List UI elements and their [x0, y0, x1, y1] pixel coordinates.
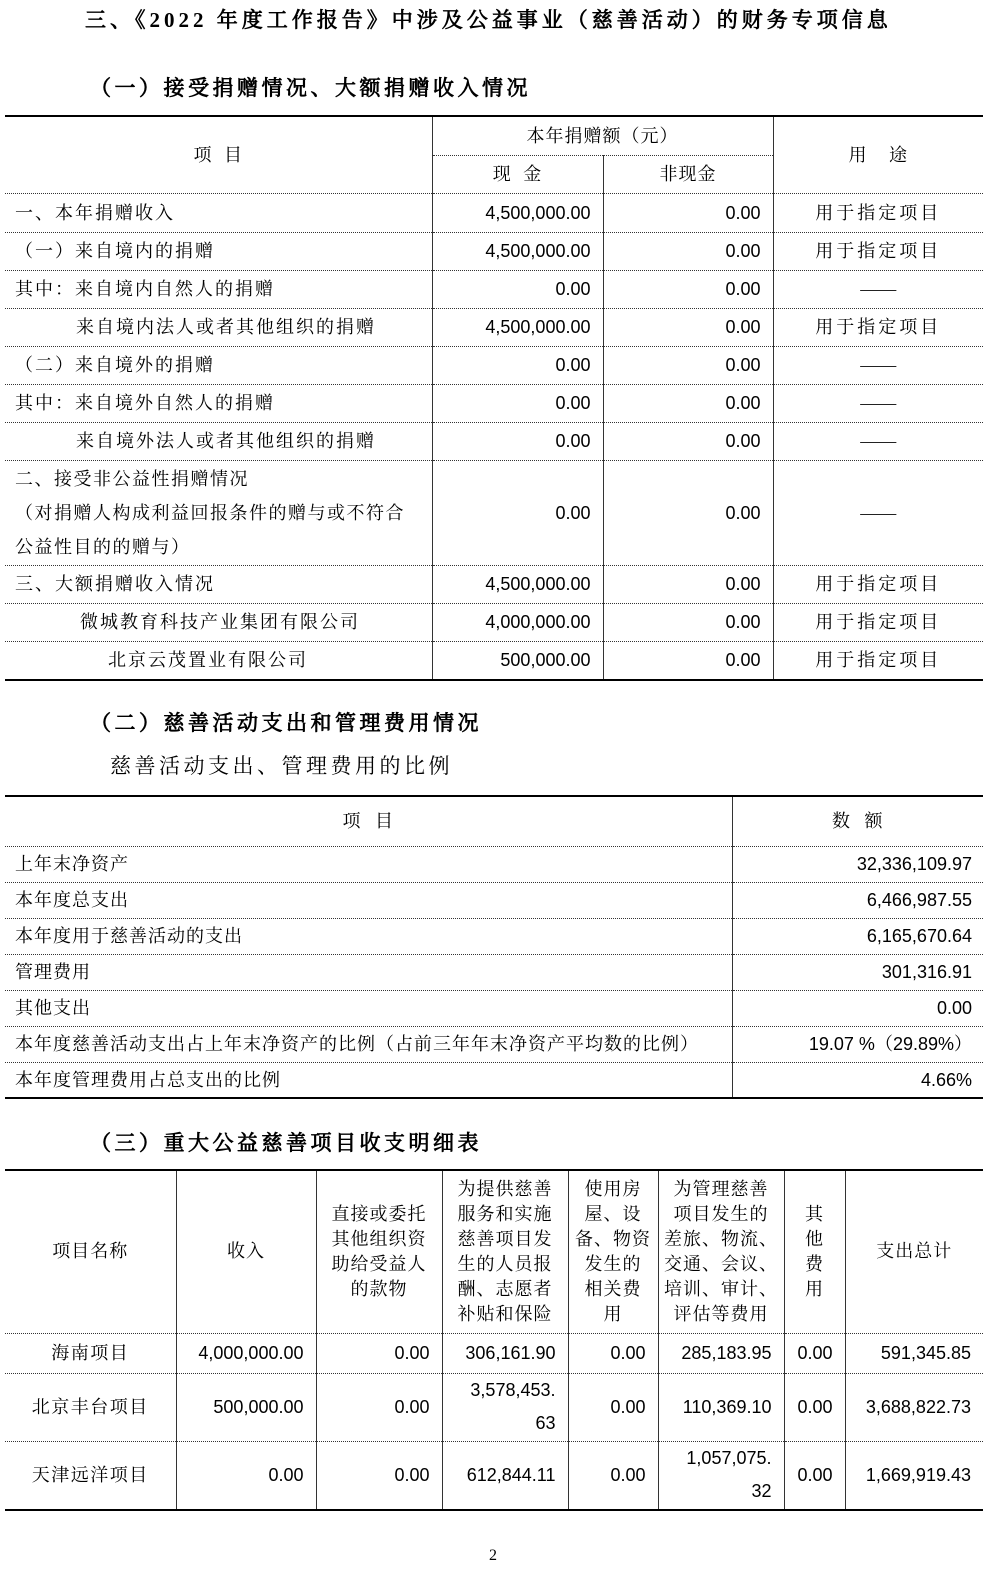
table-row — [5, 603, 983, 641]
section-heading-donations: （一）接受捐赠情况、大额捐赠收入情况 — [90, 76, 531, 100]
total-cell: 1,669,919.43 — [845, 1441, 983, 1510]
other-cell: 0.00 — [784, 1373, 845, 1441]
project-name-cell: 北京丰台项目 — [5, 1373, 176, 1441]
cash-cell: 4,500,000.00 — [432, 232, 603, 270]
section-heading-projects: （三）重大公益慈善项目收支明细表 — [90, 1131, 482, 1155]
non-cash-cell: 0.00 — [603, 308, 773, 346]
item-cell: 其中：来自境内自然人的捐赠 — [5, 270, 432, 308]
non-cash-cell: 0.00 — [603, 193, 773, 232]
cash-cell: 4,500,000.00 — [432, 308, 603, 346]
table-row — [5, 882, 983, 918]
item-cell: （一）来自境内的捐赠 — [5, 232, 432, 270]
table-row — [5, 954, 983, 990]
total-cell: 3,688,822.73 — [845, 1373, 983, 1441]
amount-cell: 19.07 %（29.89%） — [732, 1026, 983, 1062]
header-amount: 数 额 — [732, 796, 983, 846]
cash-cell: 4,500,000.00 — [432, 565, 603, 603]
management-cell: 1,057,075.32 — [658, 1441, 784, 1510]
direct-aid-cell: 0.00 — [316, 1441, 442, 1510]
usage-cell: —— — [773, 422, 983, 460]
non-cash-cell: 0.00 — [603, 422, 773, 460]
table-row — [5, 918, 983, 954]
header-item: 项 目 — [5, 116, 432, 193]
usage-cell: 用于指定项目 — [773, 308, 983, 346]
header-item: 项 目 — [5, 796, 732, 846]
facilities-cell: 0.00 — [568, 1333, 658, 1373]
table-row — [5, 193, 983, 232]
header-project-name: 项目名称 — [5, 1170, 176, 1333]
income-cell: 4,000,000.00 — [176, 1333, 316, 1373]
personnel-cell: 612,844.11 — [442, 1441, 568, 1510]
table-row — [5, 346, 983, 384]
non-cash-cell: 0.00 — [603, 460, 773, 565]
cash-cell: 0.00 — [432, 422, 603, 460]
item-cell: 一、本年捐赠收入 — [5, 193, 432, 232]
table-row — [5, 1062, 983, 1098]
header-income: 收入 — [176, 1170, 316, 1333]
item-cell: 来自境内法人或者其他组织的捐赠 — [5, 308, 432, 346]
amount-cell: 32,336,109.97 — [732, 846, 983, 882]
table-header-row — [5, 116, 983, 155]
item-cell: 其中：来自境外自然人的捐赠 — [5, 384, 432, 422]
header-personnel: 为提供慈善 服务和实施 慈善项目发 生的人员报 酬、志愿者 补贴和保险 — [442, 1170, 568, 1333]
usage-cell: 用于指定项目 — [773, 193, 983, 232]
item-cell: 本年度慈善活动支出占上年末净资产的比例（占前三年年末净资产平均数的比例） — [5, 1026, 732, 1062]
cash-cell: 0.00 — [432, 270, 603, 308]
item-cell: 来自境外法人或者其他组织的捐赠 — [5, 422, 432, 460]
non-cash-cell: 0.00 — [603, 565, 773, 603]
usage-cell: —— — [773, 270, 983, 308]
non-cash-cell: 0.00 — [603, 641, 773, 680]
other-cell: 0.00 — [784, 1333, 845, 1373]
usage-cell: —— — [773, 384, 983, 422]
header-usage: 用 途 — [773, 116, 983, 193]
usage-cell: —— — [773, 460, 983, 565]
section-heading-expenses: （二）慈善活动支出和管理费用情况 — [90, 711, 482, 735]
table-row — [5, 460, 983, 565]
table-row — [5, 1026, 983, 1062]
item-cell: 二、接受非公益性捐赠情况 （对捐赠人构成利益回报条件的赠与或不符合 公益性目的的赠与） — [5, 460, 432, 565]
header-cash: 现 金 — [432, 155, 603, 193]
usage-cell: 用于指定项目 — [773, 603, 983, 641]
management-cell: 110,369.10 — [658, 1373, 784, 1441]
non-cash-cell: 0.00 — [603, 232, 773, 270]
cash-cell: 0.00 — [432, 460, 603, 565]
section-subheading-ratio: 慈善活动支出、管理费用的比例 — [110, 754, 453, 778]
table-row — [5, 422, 983, 460]
amount-cell: 6,165,670.64 — [732, 918, 983, 954]
item-cell: 微城教育科技产业集团有限公司 — [5, 603, 432, 641]
table-row — [5, 308, 983, 346]
non-cash-cell: 0.00 — [603, 270, 773, 308]
donations-table — [5, 115, 983, 681]
usage-cell: 用于指定项目 — [773, 565, 983, 603]
item-cell: 上年末净资产 — [5, 846, 732, 882]
amount-cell: 0.00 — [732, 990, 983, 1026]
item-cell: 本年度用于慈善活动的支出 — [5, 918, 732, 954]
table-header-row — [5, 796, 983, 846]
amount-cell: 301,316.91 — [732, 954, 983, 990]
table-row — [5, 990, 983, 1026]
header-non-cash: 非现金 — [603, 155, 773, 193]
non-cash-cell: 0.00 — [603, 603, 773, 641]
header-other: 其 他 费 用 — [784, 1170, 845, 1333]
table-row — [5, 270, 983, 308]
table-row — [5, 641, 983, 680]
table-row — [5, 1441, 983, 1510]
table-row — [5, 232, 983, 270]
cash-cell: 4,000,000.00 — [432, 603, 603, 641]
facilities-cell: 0.00 — [568, 1441, 658, 1510]
other-cell: 0.00 — [784, 1441, 845, 1510]
table-header-row — [5, 1170, 983, 1333]
header-direct-aid: 直接或委托 其他组织资 助给受益人 的款物 — [316, 1170, 442, 1333]
usage-cell: 用于指定项目 — [773, 641, 983, 680]
income-cell: 500,000.00 — [176, 1373, 316, 1441]
expenses-table — [5, 795, 983, 1099]
table-row — [5, 1333, 983, 1373]
cash-cell: 0.00 — [432, 384, 603, 422]
amount-cell: 4.66% — [732, 1062, 983, 1098]
header-amount-group: 本年捐赠额（元） — [432, 116, 773, 155]
projects-table — [5, 1169, 983, 1511]
item-cell: 管理费用 — [5, 954, 732, 990]
usage-cell: —— — [773, 346, 983, 384]
cash-cell: 0.00 — [432, 346, 603, 384]
non-cash-cell: 0.00 — [603, 346, 773, 384]
cash-cell: 4,500,000.00 — [432, 193, 603, 232]
header-total: 支出总计 — [845, 1170, 983, 1333]
document-title: 三、《2022 年度工作报告》中涉及公益事业（慈善活动）的财务专项信息 — [85, 8, 892, 32]
personnel-cell: 306,161.90 — [442, 1333, 568, 1373]
usage-cell: 用于指定项目 — [773, 232, 983, 270]
income-cell: 0.00 — [176, 1441, 316, 1510]
direct-aid-cell: 0.00 — [316, 1333, 442, 1373]
project-name-cell: 天津远洋项目 — [5, 1441, 176, 1510]
management-cell: 285,183.95 — [658, 1333, 784, 1373]
project-name-cell: 海南项目 — [5, 1333, 176, 1373]
table-row — [5, 565, 983, 603]
header-facilities: 使用房 屋、设 备、物资 发生的 相关费 用 — [568, 1170, 658, 1333]
page-number: 2 — [489, 1547, 497, 1564]
header-management: 为管理慈善 项目发生的 差旅、物流、 交通、会议、 培训、审计、 评估等费用 — [658, 1170, 784, 1333]
table-row — [5, 1373, 983, 1441]
amount-cell: 6,466,987.55 — [732, 882, 983, 918]
direct-aid-cell: 0.00 — [316, 1373, 442, 1441]
item-cell: 北京云茂置业有限公司 — [5, 641, 432, 680]
item-cell: （二）来自境外的捐赠 — [5, 346, 432, 384]
item-cell: 三、大额捐赠收入情况 — [5, 565, 432, 603]
total-cell: 591,345.85 — [845, 1333, 983, 1373]
non-cash-cell: 0.00 — [603, 384, 773, 422]
table-row — [5, 384, 983, 422]
cash-cell: 500,000.00 — [432, 641, 603, 680]
item-cell: 本年度管理费用占总支出的比例 — [5, 1062, 732, 1098]
item-cell: 本年度总支出 — [5, 882, 732, 918]
table-row — [5, 846, 983, 882]
item-cell: 其他支出 — [5, 990, 732, 1026]
personnel-cell: 3,578,453.63 — [442, 1373, 568, 1441]
facilities-cell: 0.00 — [568, 1373, 658, 1441]
